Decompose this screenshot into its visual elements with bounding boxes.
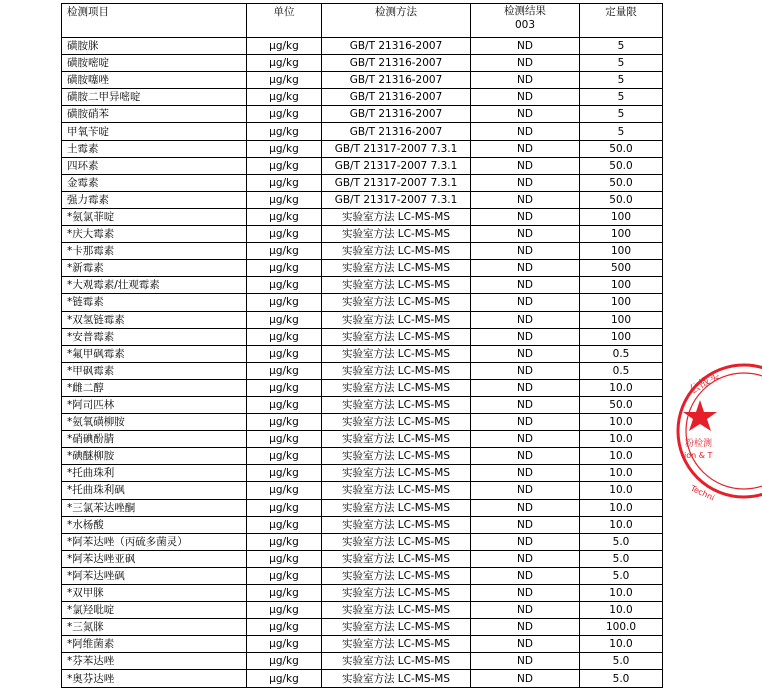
cell-limit: 5 [580,106,663,123]
table-row [62,55,663,72]
cell-limit: 50.0 [580,191,663,208]
cell-item: 强力霉素 [62,191,247,208]
cell-result: ND [471,448,580,465]
cell-method: 实验室方法 LC-MS-MS [322,465,471,482]
header-method: 检测方法 [322,4,471,38]
cell-unit: μg/kg [247,653,322,670]
cell-item: *庆大霉素 [62,226,247,243]
cell-unit: μg/kg [247,499,322,516]
table-row [62,499,663,516]
cell-item: *双氢链霉素 [62,311,247,328]
cell-method: 实验室方法 LC-MS-MS [322,516,471,533]
cell-method: 实验室方法 LC-MS-MS [322,670,471,687]
cell-item: *雌二醇 [62,379,247,396]
cell-result: ND [471,516,580,533]
cell-item: 土霉素 [62,140,247,157]
cell-unit: μg/kg [247,379,322,396]
cell-limit: 10.0 [580,499,663,516]
cell-unit: μg/kg [247,585,322,602]
table-row [62,328,663,345]
seal-text-english-1: ion & T [684,451,713,460]
cell-limit: 10.0 [580,636,663,653]
table-row [62,602,663,619]
table-row [62,414,663,431]
seal-text-top: 公战实 [687,368,723,397]
cell-unit: μg/kg [247,208,322,225]
cell-result: ND [471,106,580,123]
cell-method: GB/T 21316-2007 [322,123,471,140]
cell-method: 实验室方法 LC-MS-MS [322,499,471,516]
cell-method: 实验室方法 LC-MS-MS [322,260,471,277]
cell-result: ND [471,157,580,174]
cell-limit: 5.0 [580,670,663,687]
cell-limit: 100 [580,243,663,260]
cell-result: ND [471,294,580,311]
seal-text-english-2: Techni [689,483,716,503]
cell-limit: 100 [580,328,663,345]
cell-method: GB/T 21317-2007 7.3.1 [322,157,471,174]
cell-result: ND [471,191,580,208]
cell-item: *托曲珠利砜 [62,482,247,499]
cell-limit: 5 [580,123,663,140]
cell-method: 实验室方法 LC-MS-MS [322,345,471,362]
cell-item: 甲氧苄啶 [62,123,247,140]
cell-limit: 10.0 [580,602,663,619]
cell-unit: μg/kg [247,533,322,550]
cell-result: ND [471,89,580,106]
table-row [62,38,663,55]
cell-method: GB/T 21316-2007 [322,106,471,123]
cell-limit: 10.0 [580,465,663,482]
cell-unit: μg/kg [247,277,322,294]
cell-method: 实验室方法 LC-MS-MS [322,431,471,448]
cell-unit: μg/kg [247,123,322,140]
cell-result: ND [471,482,580,499]
cell-method: 实验室方法 LC-MS-MS [322,653,471,670]
table-row [62,345,663,362]
table-row [62,482,663,499]
cell-unit: μg/kg [247,294,322,311]
cell-item: 四环素 [62,157,247,174]
cell-unit: μg/kg [247,38,322,55]
table-row [62,653,663,670]
table-row [62,106,663,123]
cell-unit: μg/kg [247,465,322,482]
cell-method: 实验室方法 LC-MS-MS [322,396,471,413]
cell-method: 实验室方法 LC-MS-MS [322,585,471,602]
table-row [62,636,663,653]
cell-item: 磺胺硝苯 [62,106,247,123]
table-row [62,448,663,465]
cell-limit: 5 [580,55,663,72]
cell-result: ND [471,277,580,294]
cell-method: 实验室方法 LC-MS-MS [322,379,471,396]
header-result [471,4,580,38]
cell-unit: μg/kg [247,55,322,72]
cell-limit: 5.0 [580,550,663,567]
header-unit: 单位 [247,4,322,38]
cell-item: 金霉素 [62,174,247,191]
cell-unit: μg/kg [247,140,322,157]
cell-limit: 5.0 [580,567,663,584]
cell-limit: 5 [580,72,663,89]
table-row [62,396,663,413]
cell-method: 实验室方法 LC-MS-MS [322,208,471,225]
cell-unit: μg/kg [247,636,322,653]
header-result-label: 检测结果 [504,5,546,17]
cell-method: 实验室方法 LC-MS-MS [322,226,471,243]
cell-method: 实验室方法 LC-MS-MS [322,602,471,619]
inspection-results-table [61,3,663,688]
cell-item: *新霉素 [62,260,247,277]
table-row [62,533,663,550]
cell-result: ND [471,140,580,157]
table-row [62,123,663,140]
cell-limit: 5.0 [580,653,663,670]
cell-unit: μg/kg [247,345,322,362]
cell-unit: μg/kg [247,448,322,465]
table-row [62,157,663,174]
cell-unit: μg/kg [247,414,322,431]
cell-unit: μg/kg [247,89,322,106]
cell-unit: μg/kg [247,72,322,89]
cell-item: *奥芬达唑 [62,670,247,687]
cell-method: 实验室方法 LC-MS-MS [322,328,471,345]
table-row [62,516,663,533]
cell-unit: μg/kg [247,243,322,260]
cell-limit: 50.0 [580,157,663,174]
cell-unit: μg/kg [247,431,322,448]
cell-limit: 100.0 [580,619,663,636]
cell-limit: 0.5 [580,345,663,362]
cell-unit: μg/kg [247,516,322,533]
cell-item: *氟甲砜霉素 [62,345,247,362]
table-row [62,260,663,277]
cell-item: *托曲珠利 [62,465,247,482]
cell-item: *链霉素 [62,294,247,311]
cell-result: ND [471,243,580,260]
cell-item: *水杨酸 [62,516,247,533]
cell-unit: μg/kg [247,362,322,379]
cell-unit: μg/kg [247,191,322,208]
table-row [62,226,663,243]
cell-method: 实验室方法 LC-MS-MS [322,619,471,636]
cell-limit: 50.0 [580,174,663,191]
cell-method: 实验室方法 LC-MS-MS [322,636,471,653]
cell-method: GB/T 21317-2007 7.3.1 [322,140,471,157]
cell-method: 实验室方法 LC-MS-MS [322,533,471,550]
table-row [62,619,663,636]
cell-limit: 100 [580,311,663,328]
cell-result: ND [471,414,580,431]
cell-limit: 10.0 [580,516,663,533]
cell-item: *阿苯达唑砜 [62,567,247,584]
cell-limit: 50.0 [580,396,663,413]
cell-limit: 0.5 [580,362,663,379]
table-row [62,140,663,157]
cell-item: *卡那霉素 [62,243,247,260]
cell-result: ND [471,123,580,140]
cell-method: GB/T 21316-2007 [322,89,471,106]
cell-result: ND [471,208,580,225]
cell-result: ND [471,653,580,670]
cell-item: *阿维菌素 [62,636,247,653]
cell-result: ND [471,226,580,243]
cell-item: 磺胺噻唑 [62,72,247,89]
cell-limit: 100 [580,208,663,225]
cell-limit: 50.0 [580,140,663,157]
cell-result: ND [471,55,580,72]
cell-method: GB/T 21317-2007 7.3.1 [322,174,471,191]
cell-result: ND [471,465,580,482]
table-row [62,465,663,482]
cell-limit: 500 [580,260,663,277]
table-row [62,208,663,225]
cell-result: ND [471,362,580,379]
cell-item: *硝碘酚腈 [62,431,247,448]
table-row [62,243,663,260]
cell-method: 实验室方法 LC-MS-MS [322,448,471,465]
cell-result: ND [471,670,580,687]
cell-item: 磺胺二甲异嘧啶 [62,89,247,106]
cell-limit: 5 [580,38,663,55]
table-row [62,585,663,602]
table-row [62,191,663,208]
cell-method: 实验室方法 LC-MS-MS [322,294,471,311]
cell-item: 磺胺嘧啶 [62,55,247,72]
cell-item: *大观霉素/壮观霉素 [62,277,247,294]
table-body [62,38,663,688]
cell-unit: μg/kg [247,567,322,584]
cell-unit: μg/kg [247,157,322,174]
cell-item: *阿司匹林 [62,396,247,413]
header-item: 检测项目 [62,4,247,38]
cell-unit: μg/kg [247,174,322,191]
cell-unit: μg/kg [247,482,322,499]
table-row [62,567,663,584]
cell-item: *芬苯达唑 [62,653,247,670]
cell-limit: 10.0 [580,482,663,499]
cell-method: GB/T 21316-2007 [322,72,471,89]
cell-method: 实验室方法 LC-MS-MS [322,482,471,499]
cell-unit: μg/kg [247,260,322,277]
seal-text-middle: 粉检测 [685,439,713,449]
cell-result: ND [471,550,580,567]
header-sample-id: 003 [514,19,536,31]
cell-unit: μg/kg [247,550,322,567]
cell-method: GB/T 21316-2007 [322,38,471,55]
cell-result: ND [471,328,580,345]
cell-result: ND [471,567,580,584]
cell-limit: 10.0 [580,431,663,448]
cell-method: GB/T 21316-2007 [322,55,471,72]
cell-result: ND [471,619,580,636]
cell-result: ND [471,533,580,550]
cell-result: ND [471,311,580,328]
official-seal-stamp [672,356,762,506]
cell-unit: μg/kg [247,226,322,243]
cell-result: ND [471,260,580,277]
table-row [62,89,663,106]
cell-limit: 5 [580,89,663,106]
cell-unit: μg/kg [247,619,322,636]
table-row [62,311,663,328]
cell-result: ND [471,38,580,55]
cell-method: GB/T 21317-2007 7.3.1 [322,191,471,208]
cell-item: *氨氯菲啶 [62,208,247,225]
cell-unit: μg/kg [247,602,322,619]
table-row [62,174,663,191]
cell-method: 实验室方法 LC-MS-MS [322,243,471,260]
cell-method: 实验室方法 LC-MS-MS [322,277,471,294]
cell-item: *甲砜霉素 [62,362,247,379]
cell-item: 磺胺脒 [62,38,247,55]
table-row [62,550,663,567]
cell-method: 实验室方法 LC-MS-MS [322,550,471,567]
table-row [62,670,663,687]
cell-result: ND [471,499,580,516]
cell-method: 实验室方法 LC-MS-MS [322,311,471,328]
cell-limit: 10.0 [580,379,663,396]
table-row [62,72,663,89]
cell-result: ND [471,636,580,653]
cell-item: *阿苯达唑（丙硫多菌灵） [62,533,247,550]
cell-result: ND [471,379,580,396]
cell-item: *三氯苯达唑酮 [62,499,247,516]
table-row [62,294,663,311]
cell-limit: 100 [580,277,663,294]
cell-item: *氯羟吡啶 [62,602,247,619]
cell-limit: 10.0 [580,448,663,465]
cell-result: ND [471,345,580,362]
cell-limit: 100 [580,294,663,311]
cell-limit: 10.0 [580,414,663,431]
cell-item: *氨氧磺柳胺 [62,414,247,431]
cell-method: 实验室方法 LC-MS-MS [322,567,471,584]
cell-result: ND [471,431,580,448]
table-header-row [62,4,663,38]
cell-result: ND [471,174,580,191]
cell-item: *三氮脒 [62,619,247,636]
header-limit: 定量限 [580,4,663,38]
cell-method: 实验室方法 LC-MS-MS [322,362,471,379]
cell-result: ND [471,72,580,89]
table-row [62,362,663,379]
cell-unit: μg/kg [247,670,322,687]
table-row [62,379,663,396]
cell-limit: 10.0 [580,585,663,602]
cell-limit: 100 [580,226,663,243]
cell-item: *阿苯达唑亚砜 [62,550,247,567]
cell-unit: μg/kg [247,311,322,328]
cell-method: 实验室方法 LC-MS-MS [322,414,471,431]
cell-item: *安普霉素 [62,328,247,345]
cell-result: ND [471,585,580,602]
cell-item: *碘醚柳胺 [62,448,247,465]
table-row [62,277,663,294]
cell-result: ND [471,396,580,413]
cell-unit: μg/kg [247,396,322,413]
cell-unit: μg/kg [247,328,322,345]
cell-limit: 5.0 [580,533,663,550]
cell-unit: μg/kg [247,106,322,123]
cell-item: *双甲脒 [62,585,247,602]
seal-star-icon [683,400,717,431]
table-row [62,431,663,448]
cell-result: ND [471,602,580,619]
